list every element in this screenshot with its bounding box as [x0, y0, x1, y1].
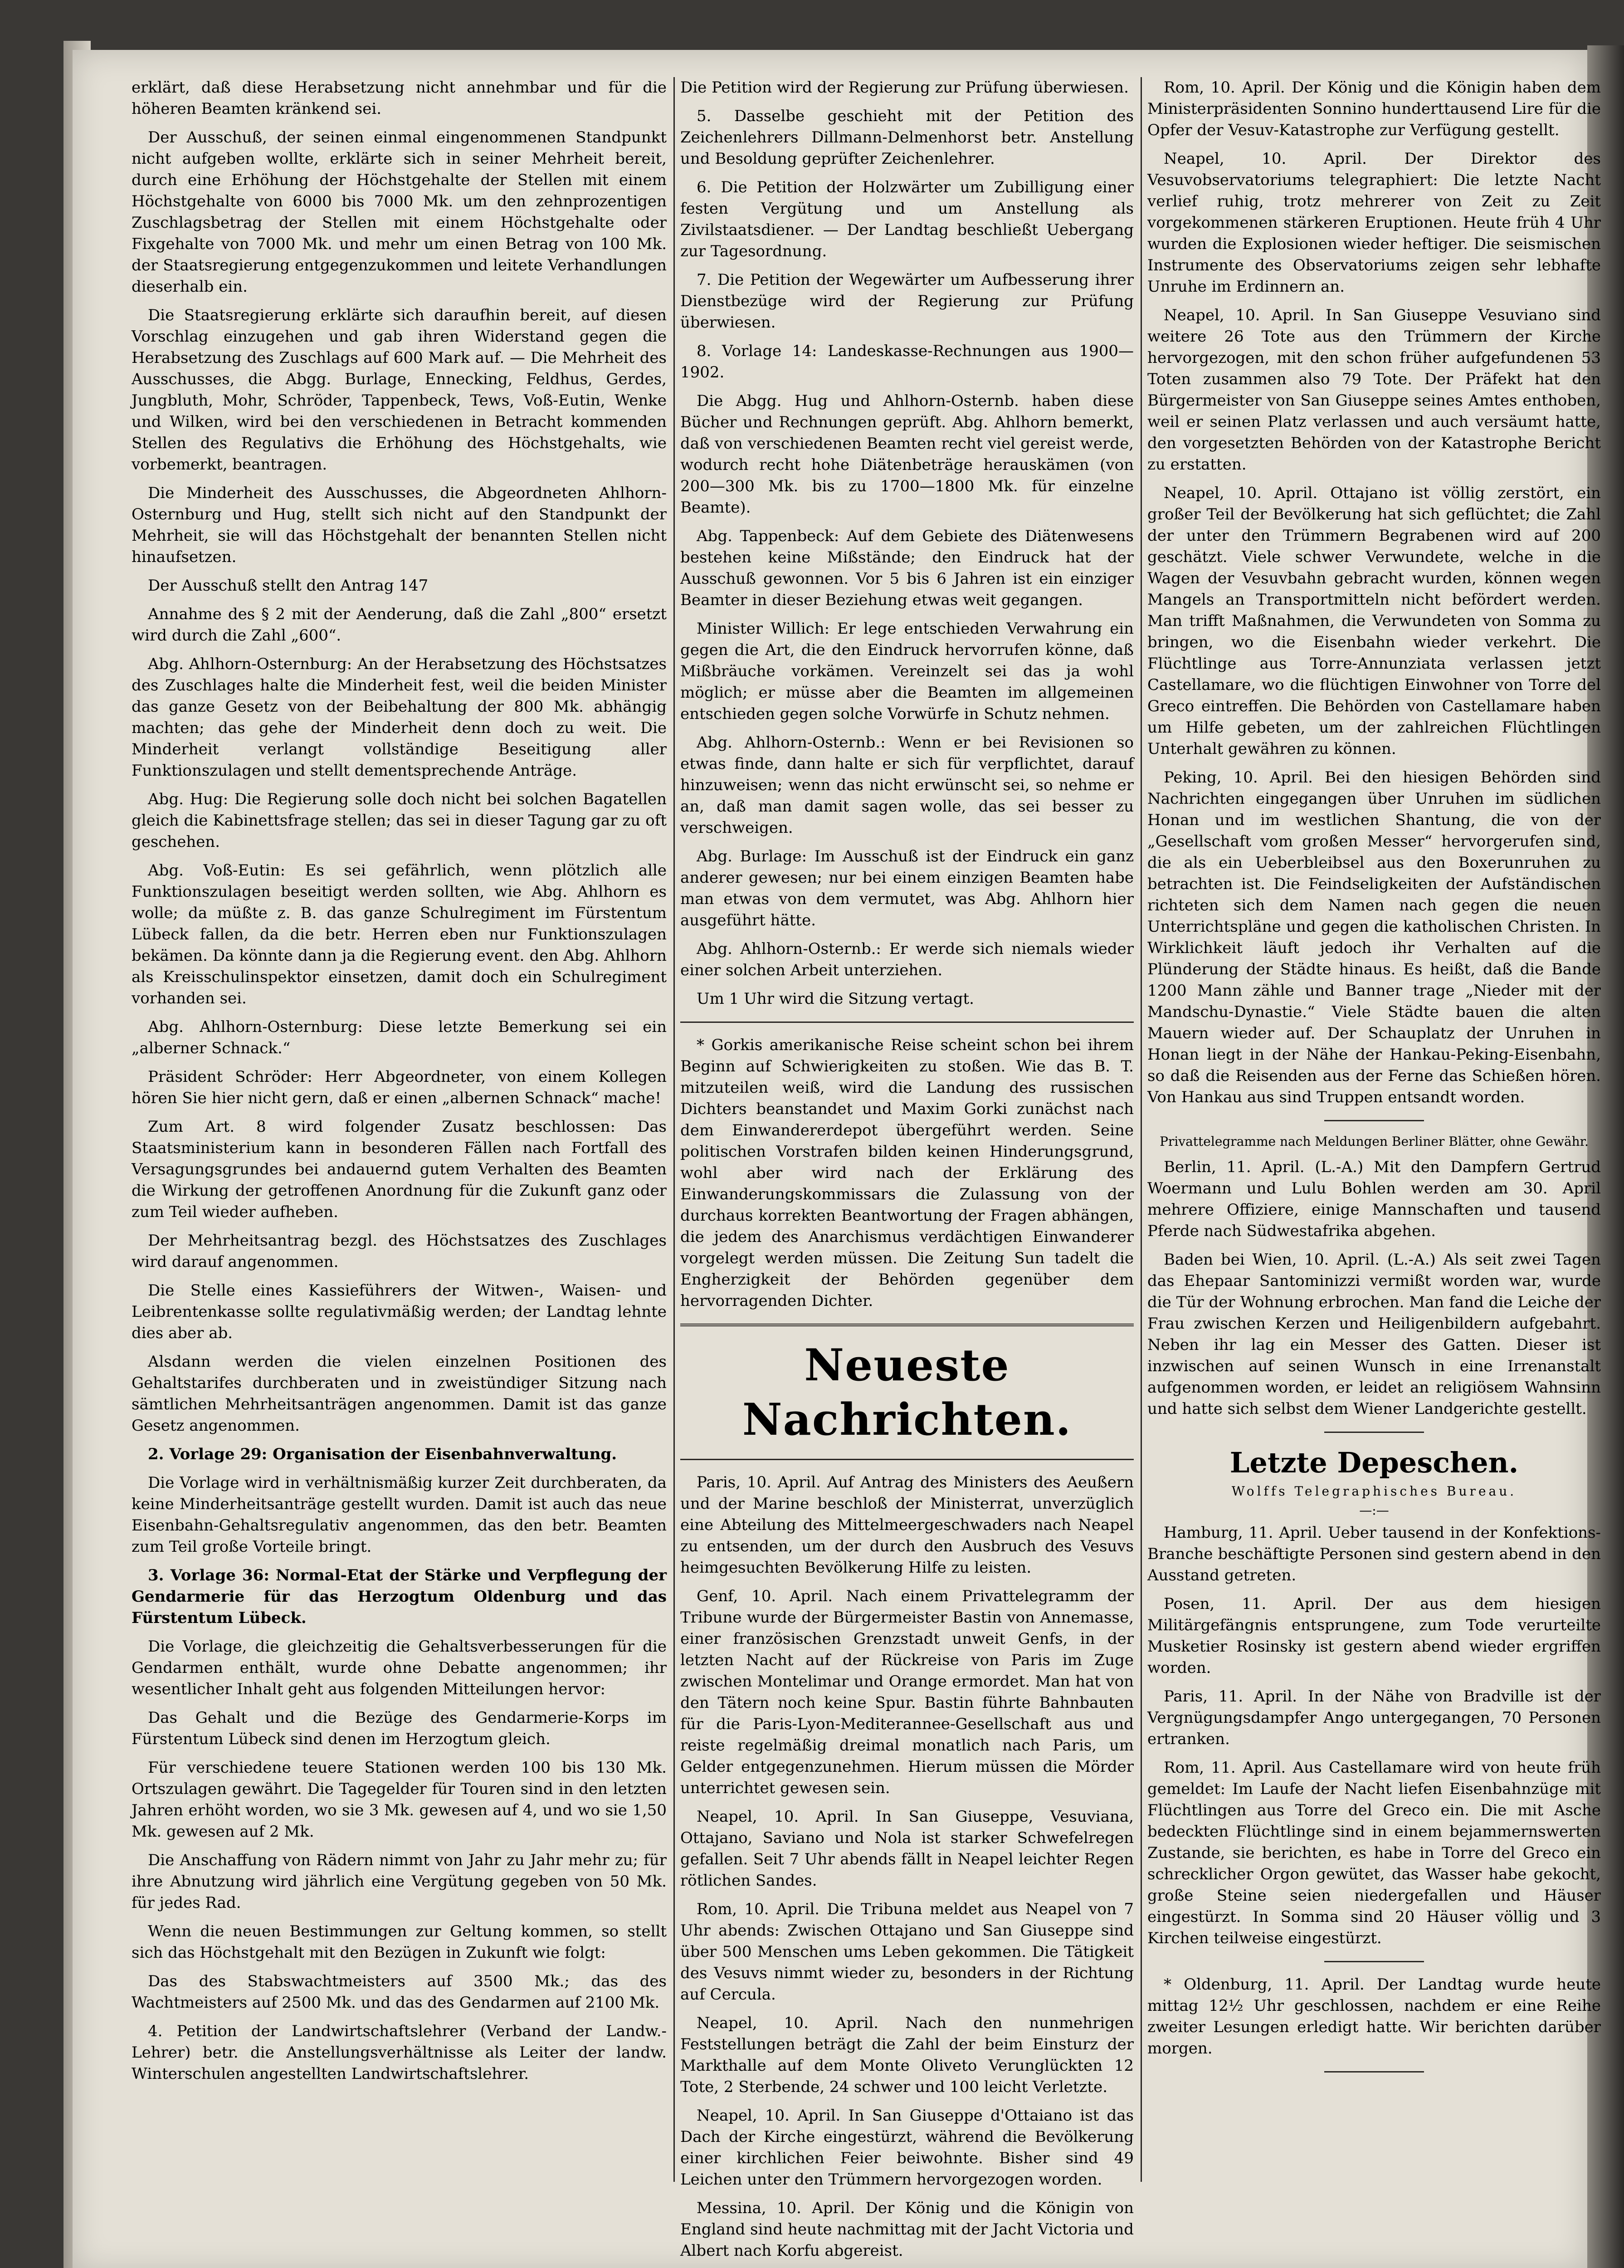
news-item: Neapel, 10. April. In San Giuseppe, Vesuviana, Ottajano, Saviano und Nola ist starker Schwefelregen gefallen. Seit 7 Uhr abends fällt in Neapel leichter Regen rötlichen Sandes. [680, 1808, 1134, 1890]
paragraph: Der Mehrheitsantrag bezgl. des Höchstsatzes des Zuschlages wird darauf angenommen. [132, 1232, 667, 1271]
paragraph: Abg. Hug: Die Regierung solle doch nicht bei solchen Bagatellen gleich die Kabinettsfrage stellen; das sei in dieser Tagung gar zu oft geschehen. [132, 790, 667, 851]
section-rule [1324, 1432, 1424, 1433]
paragraph: Der Ausschuß stellt den Antrag 147 [148, 577, 429, 595]
paragraph: Abg. Ahlhorn-Osternb.: Er werde sich niemals wieder einer solchen Arbeit unterziehen. [680, 940, 1134, 979]
paragraph: Abg. Voß-Eutin: Es sei gefährlich, wenn plötzlich alle Funktionszulagen beseitigt werden sollten, wie Abg. Ahlhorn es wolle; da müßte z. B. das ganze Schulregiment im Fürstentum Lübeck fallen, da die betr. Herren eben nur Funktionszulagen bekämen. Da könnte dann ja die Regierung event. den Abg. Ahlhorn als Kreisschulinspektor einsetzen, damit doch ein Schulregiment vorhanden sei. [132, 861, 667, 1007]
paragraph: erklärt, daß diese Herabsetzung nicht annehmbar und für die höheren Beamten kränkend sei. [132, 78, 667, 118]
paragraph: Alsdann werden die vielen einzelnen Positionen des Gehaltstarifes durchberaten und in zweistündiger Sitzung nach sämtlichen Mehrheitsanträgen angenommen. Damit ist das ganze Gesetz angenommen. [132, 1353, 667, 1435]
paragraph: 4. Petition der Landwirtschaftslehrer (Verband der Landw.-Lehrer) betr. die Anstellungsverhältnisse als Leiter der landw. Winterschulen angestellten Landwirtschaftslehrer. [132, 2022, 667, 2083]
private-telegrams-note: Privattelegramme nach Meldungen Berliner Blätter, ohne Gewähr. [1160, 1134, 1589, 1149]
section-rule [1324, 1961, 1424, 1962]
depeschen-marker: —:— [1359, 1503, 1389, 1518]
paragraph: 5. Dasselbe geschieht mit der Petition des Zeichenlehrers Dillmann-Delmenhorst betr. Anstellung und Besoldung geprüfter Zeichenlehrer. [680, 107, 1134, 168]
gorki-article: * Gorkis amerikanische Reise scheint schon bei ihrem Beginn auf Schwierigkeiten zu stoßen. Wie das B. T. mitzuteilen weiß, wird die Landung des russischen Dichters beanstandet und Maxim Gorki zunächst nach dem Einwandererdepot übergeführt werden. Seine politischen Vorstrafen bilden keinen Hinderungsgrund, wohl aber wird nach der Erklärung des Einwanderungskommissars die Zulassung von der durchaus korrekten Beantwortung der Fragen abhängen, die jedem des Anarchismus verdächtigen Einwanderer vorgelegt werden müssen. Die Zeitung Sun tadelt die Engherzigkeit der Behörden gegenüber dem hervorragenden Dichter. [680, 1036, 1134, 1310]
paragraph: 6. Die Petition der Holzwärter um Zubilligung einer festen Vergütung und um Anstellung als Zivilstaatsdiener. — Der Landtag beschließt Uebergang zur Tagesordnung. [680, 178, 1134, 260]
news-item: Rom, 11. April. Aus Castellamare wird von heute früh gemeldet: Im Laufe der Nacht liefen Eisenbahnzüge mit Flüchtlingen aus Torre del Greco ein. Die mit Asche bedeckten Flüchtlinge sind in einem bejammernswerten Zustande, sie berichten, es habe in Torre del Greco ein schrecklicher Orgon gewütet, das Wasser habe gekocht, große Steine seien niedergefallen und Häuser eingestürzt. In Somma sind 20 Häuser völlig und 3 Kirchen teilweise eingestürzt. [1147, 1759, 1601, 1947]
news-item: Hamburg, 11. April. Ueber tausend in der Konfektions-Branche beschäftigte Personen sind gestern abend in den Ausstand getreten. [1147, 1524, 1601, 1584]
section-rule [680, 1459, 1134, 1460]
section-rule [680, 1324, 1134, 1326]
paragraph: 2. Vorlage 29: Organisation der Eisenbahnverwaltung. [148, 1445, 617, 1463]
paragraph: Das Gehalt und die Bezüge des Gendarmerie-Korps im Fürstentum Lübeck sind denen im Herzogtum gleich. [132, 1709, 667, 1748]
paragraph: Der Ausschuß, der seinen einmal eingenommenen Standpunkt nicht aufgeben wollte, erklärte sich in seiner Mehrheit bereit, durch eine Erhöhung der Höchstgehalte der Stellen mit einem Höchstgehalte von 6000 bis 7000 Mk. um den zehnprozentigen Zuschlagsbetrag der Stellen mit einem Höchstgehalte oder Fixgehalte von 7000 Mk. und mehr um einen Betrag von 100 Mk. der Staatsregierung entgegenzukommen und leitete Verhandlungen dieserhalb ein. [132, 128, 667, 296]
depeschen-title: Letzte Depeschen. [1229, 1446, 1519, 1479]
paragraph: Die Vorlage, die gleichzeitig die Gehaltsverbesserungen für die Gendarmen enthält, wurde ohne Debatte angenommen; ihr wesentlicher Inhalt geht aus folgenden Mitteilungen hervor: [132, 1637, 667, 1698]
paragraph: Die Petition wird der Regierung zur Prüfung überwiesen. [680, 78, 1129, 97]
section-rule [1324, 1120, 1424, 1121]
paragraph: Minister Willich: Er lege entschieden Verwahrung ein gegen die Art, die den Eindruck hervorrufen könne, daß Mißbräuche vorkämen. Vereinzelt sei das ja wohl möglich; er müsse aber die Beamten im allgemeinen entschieden gegen solche Vorwürfe in Schutz nehmen. [680, 620, 1134, 723]
paragraph: Um 1 Uhr wird die Sitzung vertagt. [697, 990, 974, 1008]
section-title: Neueste Nachrichten. [742, 1339, 1072, 1445]
news-item: Neapel, 10. April. Ottajano ist völlig zerstört, ein großer Teil der Bevölkerung hat sich geflüchtet; die Zahl der unter den Trümmern Begrabenen wird auf 200 geschätzt. Viele schwer Verwundete, welche in die Wagen der Vesuvbahn gebracht wurden, können wegen Mangels an Transportmitteln nicht befördert werden. Man trifft Maßnahmen, die Verwundeten von Somma zu bringen, wo die Eisenbahn wieder verkehrt. Die Flüchtlinge aus Torre-Annunziata verlassen jetzt Castellamare, wo die flüchtigen Einwohner von Torre del Greco eintreffen. Die Behörden von Castellamare haben um Hilfe gebeten, um der zahlreichen Flüchtlingen Unterhalt gewähren zu können. [1147, 484, 1601, 758]
paragraph: Die Vorlage wird in verhältnismäßig kurzer Zeit durchberaten, da keine Minderheitsanträge gestellt wurden. Damit ist auch das neue Eisenbahn-Gehaltsregulativ angenommen, das den betr. Beamten zum Teil große Vorteile bringt. [132, 1474, 667, 1556]
news-item: Berlin, 11. April. (L.-A.) Mit den Dampfern Gertrud Woermann und Lulu Bohlen werden am 30. April mehrere Offiziere, einige Mannschaften und tausend Pferde nach Südwestafrika abgehen. [1147, 1158, 1601, 1240]
paragraph: 7. Die Petition der Wegewärter um Aufbesserung ihrer Dienstbezüge wird der Regierung zur Prüfung überwiesen. [680, 271, 1134, 332]
paragraph: Die Anschaffung von Rädern nimmt von Jahr zu Jahr mehr zu; für ihre Abnutzung wird jährlich eine Vergütung gegeben von 50 Mk. für jedes Rad. [132, 1851, 667, 1912]
news-item: Posen, 11. April. Der aus dem hiesigen Militärgefängnis entsprungene, zum Tode verurteilte Musketier Rosinsky ist gestern abend wieder ergriffen worden. [1147, 1595, 1601, 1677]
news-item: Rom, 10. April. Die Tribuna meldet aus Neapel von 7 Uhr abends: Zwischen Ottajano und San Giuseppe sind über 500 Menschen ums Leben gekommen. Die Tätigkeit des Vesuvs nimmt wieder zu, besonders in der Richtung auf Cercula. [680, 1900, 1134, 2004]
paragraph: Präsident Schröder: Herr Abgeordneter, von einem Kollegen hören Sie hier nicht gern, daß er einen „albernen Schnack“ mache! [132, 1068, 667, 1107]
section-rule [1324, 2071, 1424, 2072]
paragraph: Abg. Ahlhorn-Osternburg: An der Herabsetzung des Höchstsatzes des Zuschlages halte die Minderheit fest, weil die beiden Minister das ganze Gesetz von der Beibehaltung der 800 Mk. abhängig machten; das gehe der Minderheit denn doch zu weit. Die Minderheit verlangt vollständige Beseitigung aller Funktionszulagen und stellt dementsprechende Anträge. [132, 655, 667, 780]
news-item: Genf, 10. April. Nach einem Privattelegramm der Tribune wurde der Bürgermeister Bastin von Annemasse, einer französischen Grenzstadt unweit Genfs, in der letzten Nacht auf der Rückreise von Paris im Zuge zwischen Montelimar und Orange ermordet. Man hat von den Tätern noch keine Spur. Bastin führte Bahnbauten für die Paris-Lyon-Mediterannee-Gesellschaft aus und reiste regelmäßig dreimal monatlich nach Paris, um Gelder entgegenzunehmen. Hierum müssen die Mörder unterrichtet gewesen sein. [680, 1587, 1134, 1797]
paragraph: 3. Vorlage 36: Normal-Etat der Stärke und Verpflegung der Gendarmerie für das Herzogtum Oldenburg und das Fürstentum Lübeck. [132, 1566, 667, 1627]
news-item: Baden bei Wien, 10. April. (L.-A.) Als seit zwei Tagen das Ehepaar Santominizzi vermißt worden war, wurde die Tür der Wohnung erbrochen. Man fand die Leiche der Frau zwischen Kerzen und Heiligenbildern aufgebahrt. Neben ihr lag ein Messer des Gatten. Dieser ist inzwischen auf seinen Wunsch in eine Irrenanstalt aufgenommen worden, er leidet an religiösem Wahnsinn und hatte sich selbst dem Wiener Landgerichte gestellt. [1147, 1251, 1601, 1418]
paragraph: Die Minderheit des Ausschusses, die Abgeordneten Ahlhorn-Osternburg und Hug, stellt sich nicht auf den Standpunkt der Mehrheit, sie will das Höchstgehalt der benannten Stellen nicht hinaufsetzen. [132, 484, 667, 566]
paragraph: Zum Art. 8 wird folgender Zusatz beschlossen: Das Staatsministerium kann in besonderen Fällen nach Fortfall des Versagungsgrundes bei andauernd gutem Verhalten des Beamten die Wirkung der getroffenen Anordnung für die Zukunft ganz oder zum Teil wieder aufheben. [132, 1118, 667, 1221]
paragraph: Wenn die neuen Bestimmungen zur Geltung kommen, so stellt sich das Höchstgehalt mit den Bezügen in Zukunft wie folgt: [132, 1922, 667, 1962]
paragraph: Abg. Ahlhorn-Osternb.: Wenn er bei Revisionen so etwas finde, dann halte er sich für verpflichtet, darauf hinzuweisen; wenn das nicht erwünscht sei, so nehme er an, daß man damit sagen wolle, das sei besser zu verschweigen. [680, 733, 1134, 837]
paragraph: Abg. Ahlhorn-Osternburg: Diese letzte Bemerkung sei ein „alberner Schnack.“ [132, 1018, 667, 1057]
paragraph: Annahme des § 2 mit der Aenderung, daß die Zahl „800“ ersetzt wird durch die Zahl „600“. [132, 605, 667, 645]
news-item: Peking, 10. April. Bei den hiesigen Behörden sind Nachrichten eingegangen über Unruhen im südlichen Honan und im westlichen Shantung, die von der „Gesellschaft vom großen Messer“ hervorgerufen sind, die als ein Ueberbleibsel aus den Boxerunruhen zu betrachten ist. Die Feindseligkeiten der Aufständischen richteten sich dem Namen nach gegen die neuen Unterrichtspläne und gegen die katholischen Christen. In Wirklichkeit läuft jedoch ihr Verhalten auf die Plünderung der Städte hinaus. Es heißt, daß die Bande 1200 Mann zähle und Banner trage „Nieder mit der Mandschu-Dynastie.“ Viele Städte bauen die alten Mauern wieder auf. Der Schauplatz der Unruhen in Honan liegt in der Nähe der Hankau-Peking-Eisenbahn, so daß die Reisenden aus der Ferne das Schießen hören. Von Hankau aus sind Truppen entsandt worden. [1147, 768, 1601, 1106]
news-item: Messina, 10. April. Der König und die Königin von England sind heute nachmittag mit der Jacht Victoria und Albert nach Korfu abgereist. [680, 2199, 1134, 2260]
column-divider [673, 77, 675, 2182]
news-item: Neapel, 10. April. Nach den nunmehrigen Feststellungen beträgt die Zahl der beim Einsturz der Markthalle auf dem Monte Oliveto Verunglückten 12 Tote, 2 Sterbende, 24 schwer und 100 leicht Verletzte. [680, 2014, 1134, 2096]
column-2 [680, 77, 1134, 2268]
news-item: * Oldenburg, 11. April. Der Landtag wurde heute mittag 12½ Uhr geschlossen, nachdem er eine Reihe zweiter Lesungen erledigt hatte. Wir berichten darüber morgen. [1147, 1975, 1601, 2058]
paragraph: Abg. Burlage: Im Ausschuß ist der Eindruck ein ganz anderer gewesen; nur bei einem einzigen Beamten habe man etwas von dem vermutet, was Abg. Ahlhorn hier ausgeführt hätte. [680, 847, 1134, 929]
column-1 [132, 77, 667, 2092]
news-item: Neapel, 10. April. Der Direktor des Vesuvobservatoriums telegraphiert: Die letzte Nacht verlief ruhig, trotz mehrerer von Zeit zu Zeit vorgekommenen stärkeren Eruptionen. Heute früh 4 Uhr wurden die Explosionen wieder heftiger. Die seismischen Instrumente des Observatoriums zeigen sehr lebhafte Unruhe im Erdinnern an. [1147, 150, 1601, 296]
news-item: Paris, 10. April. Auf Antrag des Ministers des Aeußern und der Marine beschloß der Ministerrat, unverzüglich eine Abteilung des Mittelmeergeschwaders nach Neapel zu entsenden, um der durch den Ausbruch des Vesuvs heimgesuchten Bevölkerung Hilfe zu leisten. [680, 1473, 1134, 1577]
news-item: Rom, 10. April. Der König und die Königin haben dem Ministerpräsidenten Sonnino hunderttausend Lire für die Opfer der Vesuv-Katastrophe zur Verfügung gestellt. [1147, 78, 1601, 139]
news-item: Neapel, 10. April. In San Giuseppe Vesuviano sind weitere 26 Tote aus den Trümmern der Kirche hervorgezogen, mit den schon früher aufgefundenen 53 Toten zusammen also 79 Tote. Der Präfekt hat den Bürgermeister von San Giuseppe seines Amtes enthoben, weil er seinen Platz verlassen und auch versäumt hatte, den vorgesetzten Behörden von der Katastrophe Bericht zu erstatten. [1147, 306, 1601, 474]
paragraph: Das des Stabswachtmeisters auf 3500 Mk.; das des Wachtmeisters auf 2500 Mk. und das des Gendarmen auf 2100 Mk. [132, 1972, 667, 2012]
column-divider [1141, 77, 1142, 2182]
paragraph: Die Stelle eines Kassieführers der Witwen-, Waisen- und Leibrentenkasse sollte regulativmäßig werden; der Landtag lehnte dies aber ab. [132, 1281, 667, 1342]
paragraph: Die Abgg. Hug und Ahlhorn-Osternb. haben diese Bücher und Rechnungen geprüft. Abg. Ahlhorn bemerkt, daß von verschiedenen Beamten recht viel gereist werde, wodurch recht hohe Diätenbeträge herauskämen (von 200—300 Mk. bis zu 1700—1800 Mk. für einzelne Beamte). [680, 392, 1134, 517]
paragraph: Die Staatsregierung erklärte sich daraufhin bereit, auf diesen Vorschlag einzugehen und gab ihren Widerstand gegen die Herabsetzung des Zuschlags auf 600 Mark auf. — Die Mehrheit des Ausschusses, die Abgg. Burlage, Ennecking, Feldhus, Gerdes, Jungbluth, Mohr, Schröder, Tappenbeck, Tews, Voß-Eutin, Wenke und Wilken, wird bei den verschiedenen in Betracht kommenden Stellen des Regulativs die Erhöhung des Höchstgehalts, wie vorbemerkt, beantragen. [132, 306, 667, 474]
news-item: Paris, 11. April. In der Nähe von Bradville ist der Vergnügungsdampfer Ango untergegangen, 70 Personen ertranken. [1147, 1687, 1601, 1748]
paragraph: Für verschiedene teuere Stationen werden 100 bis 130 Mk. Ortszulagen gewährt. Die Tagegelder für Touren sind in den letzten Jahren erhöht worden, wo sie 3 Mk. gewesen auf 4, und wo sie 1,50 Mk. gewesen auf 2 Mk. [132, 1759, 667, 1841]
paragraph: Abg. Tappenbeck: Auf dem Gebiete des Diätenwesens bestehen keine Mißstände; den Eindruck hat der Ausschuß gewonnen. Vor 5 bis 6 Jahren ist ein einziger Beamter in dieser Beziehung etwas weit gegangen. [680, 527, 1134, 609]
paragraph: 8. Vorlage 14: Landeskasse-Rechnungen aus 1900—1902. [680, 342, 1134, 381]
section-rule [680, 1022, 1134, 1023]
depeschen-subtitle: Wolffs Telegraphisches Bureau. [1231, 1484, 1517, 1499]
column-3 [1147, 77, 1601, 2084]
news-item: Neapel, 10. April. In San Giuseppe d'Ottaiano ist das Dach der Kirche eingestürzt, während die Bevölkerung einer kirchlichen Feier beiwohnte. Bisher sind 49 Leichen unter den Trümmern hervorgezogen worden. [680, 2107, 1134, 2189]
